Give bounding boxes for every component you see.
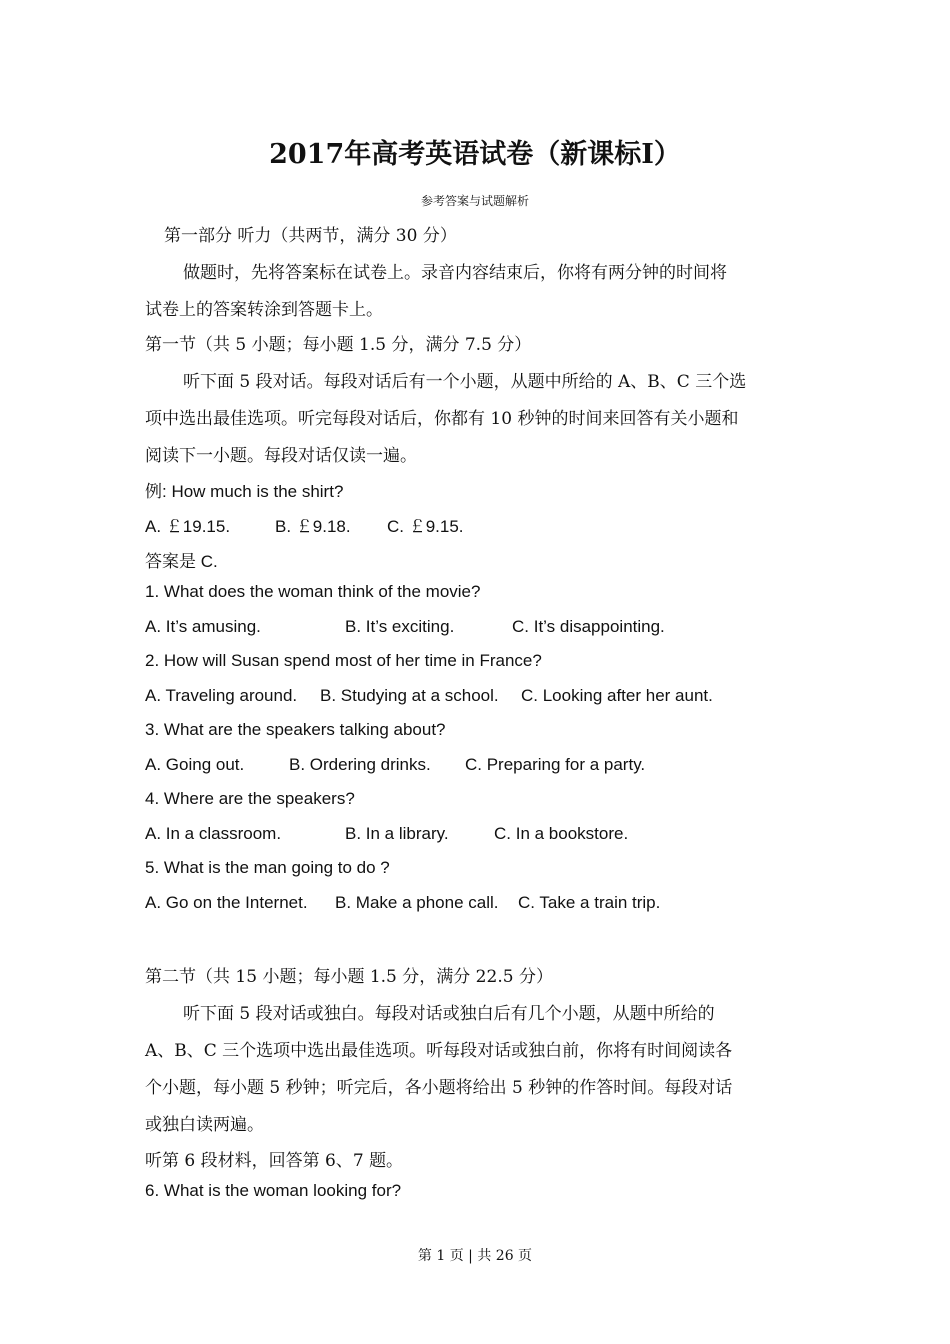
question-3-options (145, 755, 645, 775)
option-a: A. In a classroom. (145, 824, 282, 843)
option-c: C. Looking after her aunt. (521, 686, 713, 705)
question-3: 3. What are the speakers talking about? (145, 720, 446, 739)
option-a: A. Traveling around. (145, 686, 298, 705)
page-footer: 第 1 页 | 共 26 页 (417, 1248, 533, 1264)
question-2-options (145, 686, 713, 706)
section2-heading: 第二节（共 15 小题；每小题 1.5 分，满分 22.5 分） (145, 967, 553, 987)
section2-instruction-1: 听下面 5 段对话或独白。每段对话或独白后有几个小题，从题中所给的 (183, 1004, 715, 1024)
option-c: C. Take a train trip. (518, 893, 661, 912)
option-a: A. ￡19.15. (145, 517, 231, 536)
section2-instruction-4: 或独白读两遍。 (145, 1115, 264, 1135)
question-6: 6. What is the woman looking for? (145, 1181, 402, 1200)
option-a: A. It’s amusing. (145, 617, 261, 636)
option-b: B. ￡9.18. (275, 517, 351, 536)
section1-instruction-2: 项中选出最佳选项。听完每段对话后，你都有 10 秒钟的时间来回答有关小题和 (145, 409, 739, 429)
section1-instruction-1: 听下面 5 段对话。每段对话后有一个小题，从题中所给的 A、B、C 三个选 (183, 372, 747, 392)
section2-instruction-2: A、B、C 三个选项中选出最佳选项。听每段对话或独白前，你将有时间阅读各 (145, 1041, 733, 1061)
question-4-options (145, 824, 628, 844)
question-1: 1. What does the woman think of the movie? (145, 582, 481, 601)
intro-line-1: 做题时，先将答案标在试卷上。录音内容结束后，你将有两分钟的时间将 (183, 263, 727, 283)
option-a: A. Going out. (145, 755, 245, 774)
option-b: B. In a library. (345, 824, 449, 843)
page-subtitle: 参考答案与试题解析 (420, 194, 529, 208)
question-2: 2. How will Susan spend most of her time in France? (145, 651, 542, 670)
option-b: B. Ordering drinks. (289, 755, 431, 774)
example-question: 例: How much is the shirt? (145, 482, 344, 501)
option-a: A. Go on the Internet. (145, 893, 308, 912)
section1-instruction-3: 阅读下一小题。每段对话仅读一遍。 (145, 446, 417, 466)
question-4: 4. Where are the speakers? (145, 789, 355, 808)
intro-line-2: 试卷上的答案转涂到答题卡上。 (145, 300, 383, 320)
part1-heading: 第一部分 听力（共两节，满分 30 分） (164, 226, 457, 246)
option-b: B. Studying at a school. (320, 686, 499, 705)
option-b: B. It’s exciting. (345, 617, 455, 636)
option-c: C. ￡9.15. (387, 517, 464, 536)
example-options (145, 512, 464, 537)
example-answer: 答案是 C. (145, 552, 218, 571)
option-b: B. Make a phone call. (335, 893, 499, 912)
question-5: 5. What is the man going to do ? (145, 858, 390, 877)
material-6-heading: 听第 6 段材料，回答第 6、7 题。 (145, 1151, 404, 1171)
option-c: C. Preparing for a party. (465, 755, 646, 774)
option-c: C. It’s disappointing. (512, 617, 665, 636)
option-c: C. In a bookstore. (494, 824, 629, 843)
section1-heading: 第一节（共 5 小题；每小题 1.5 分，满分 7.5 分） (145, 335, 532, 355)
section2-instruction-3: 个小题，每小题 5 秒钟；听完后，各小题将给出 5 秒钟的作答时间。每段对话 (145, 1078, 733, 1098)
question-5-options (145, 893, 660, 913)
question-1-options (145, 617, 665, 637)
page-title: 2017年高考英语试卷（新课标Ⅰ） (269, 139, 681, 170)
